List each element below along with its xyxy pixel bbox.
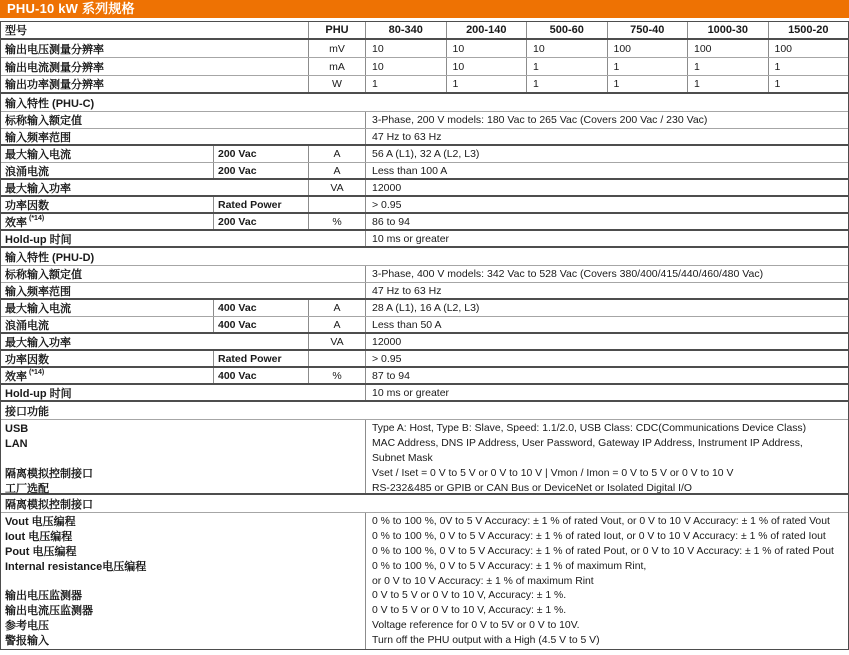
spec-label: 标称输入额定值 — [5, 269, 82, 281]
spec-label — [1, 368, 213, 383]
model-header-label: 型号 — [5, 25, 27, 37]
value-cell: > 0.95 — [365, 197, 848, 212]
condition-cell: 200 Vac — [213, 163, 308, 178]
unit-cell — [308, 351, 365, 366]
spec-row — [1, 368, 848, 385]
section-header-input-phu-d — [1, 248, 848, 266]
value-line: or 0 V to 10 V Accuracy: ± 1 % of maximum Rint — [372, 575, 594, 587]
section-title: 接口功能 — [5, 405, 49, 418]
spec-label: 最大输入电流 — [5, 303, 71, 315]
interface-labels — [1, 420, 365, 493]
model-column-header: 80-340 — [365, 22, 446, 38]
model-value-cell: 10 — [365, 40, 446, 57]
condition-cell: Rated Power — [213, 197, 308, 212]
value-cell: Less than 100 A — [365, 163, 848, 178]
interface-block — [1, 420, 848, 495]
value-cell: 56 A (L1), 32 A (L2, L3) — [365, 146, 848, 162]
value-cell: 3-Phase, 400 V models: 342 Vac to 528 Vac (Covers 380/400/415/440/460/480 Vac) — [365, 266, 848, 282]
unit-cell: W — [308, 76, 365, 92]
unit-cell: VA — [308, 334, 365, 349]
section-header-input-phu-c — [1, 94, 848, 112]
unit-cell: A — [308, 146, 365, 162]
value-cell: 3-Phase, 200 V models: 180 Vac to 265 Vac (Covers 200 Vac / 230 Vac) — [365, 112, 848, 128]
model-column-header: 200-140 — [446, 22, 527, 38]
model-value-cell: 1 — [768, 76, 849, 92]
value-line: 0 % to 100 %, 0 V to 5 V Accuracy: ± 1 % of rated Pout, or 0 V to 10 V Accuracy: ± 1 % of rated Pout — [372, 545, 834, 557]
condition-cell: 400 Vac — [213, 300, 308, 316]
condition-cell: 200 Vac — [213, 146, 308, 162]
spec-row — [1, 40, 848, 58]
spec-label: Hold-up 时间 — [5, 233, 72, 246]
value-cell: Less than 50 A — [365, 317, 848, 332]
value-cell: 12000 — [365, 334, 848, 349]
value-line: 0 V to 5 V or 0 V to 10 V, Accuracy: ± 1 %. — [372, 590, 567, 602]
model-column-header: 750-40 — [607, 22, 688, 38]
spec-row — [1, 231, 848, 248]
spec-row — [1, 58, 848, 76]
spec-row — [1, 129, 848, 146]
analog-control-block — [1, 513, 848, 649]
condition-cell: 400 Vac — [213, 368, 308, 383]
page-title: PHU-10 kW 系列规格 — [7, 1, 135, 16]
analog-labels — [1, 513, 365, 649]
value-line: Type A: Host, Type B: Slave, Speed: 1.1/2.0, USB Class: CDC(Communications Device Class) — [372, 423, 807, 434]
spec-row — [1, 283, 848, 300]
section-header-interface — [1, 402, 848, 420]
spec-label: 最大输入功率 — [5, 336, 71, 349]
spec-row — [1, 76, 848, 94]
unit-cell — [308, 197, 365, 212]
section-title: 输入特性 (PHU-D) — [5, 251, 95, 264]
unit-cell: A — [308, 317, 365, 332]
value-cell: 10 ms or greater — [365, 385, 848, 400]
value-line: Vset / Iset = 0 V to 5 V or 0 V to 10 V | Vmon / Imon = 0 V to 5 V or 0 V to 10 V — [372, 467, 734, 479]
analog-values — [365, 513, 848, 649]
value-line: 0 V to 5 V or 0 V to 10 V, Accuracy: ± 1 %. — [372, 605, 567, 617]
efficiency-label: 效率 — [5, 216, 27, 229]
model-column-header: 500-60 — [526, 22, 607, 38]
spec-label: 输出电压监测器 — [5, 590, 82, 603]
condition-cell: 400 Vac — [213, 317, 308, 332]
value-cell: 10 ms or greater — [365, 231, 848, 246]
unit-cell: % — [308, 214, 365, 229]
value-line: 0 % to 100 %, 0 V to 5 V Accuracy: ± 1 % of rated Iout, or 0 V to 10 V Accuracy: ± 1 % of rated Iout — [372, 530, 826, 542]
model-value-cell: 10 — [365, 58, 446, 75]
section-header-analog-control — [1, 495, 848, 513]
interface-values — [365, 420, 848, 493]
value-line: Subnet Mask — [372, 452, 433, 464]
unit-cell: mV — [308, 40, 365, 57]
value-line: 0 % to 100 %, 0 V to 5 V Accuracy: ± 1 % of maximum Rint, — [372, 560, 647, 572]
spec-label: Internal resistance电压编程 — [5, 560, 147, 573]
value-cell: 12000 — [365, 180, 848, 195]
spec-label: Hold-up 时间 — [5, 387, 72, 400]
model-value-cell: 10 — [446, 40, 527, 57]
spec-label: 工厂选配 — [5, 482, 49, 495]
spec-label: 输入频率范围 — [5, 131, 71, 144]
spec-label: LAN — [5, 437, 28, 450]
condition-cell: Rated Power — [213, 351, 308, 366]
model-value-cell: 1 — [607, 76, 688, 92]
spec-label — [5, 452, 365, 467]
value-cell: 47 Hz to 63 Hz — [365, 283, 848, 298]
spec-label: 输入频率范围 — [5, 285, 71, 298]
model-value-cell: 1 — [687, 58, 768, 75]
phu-column-header: PHU — [308, 22, 365, 38]
spec-label — [1, 214, 213, 229]
unit-cell: mA — [308, 58, 365, 75]
unit-cell: % — [308, 368, 365, 383]
spec-label: 输出电压测量分辨率 — [5, 43, 104, 56]
spec-row — [1, 214, 848, 231]
spec-label: 最大输入电流 — [5, 149, 71, 161]
spec-label: 浪涌电流 — [5, 165, 49, 178]
spec-row — [1, 163, 848, 180]
spec-row — [1, 266, 848, 283]
spec-label: 功率因数 — [5, 353, 49, 366]
model-header-row — [1, 22, 848, 40]
spec-label: 隔离模拟控制接口 — [5, 467, 93, 480]
spec-label: 警报输入 — [5, 635, 49, 648]
model-value-cell: 100 — [607, 40, 688, 57]
value-line: Voltage reference for 0 V to 5V or 0 V to 10V. — [372, 620, 580, 632]
spec-label: 输出电流测量分辨率 — [5, 61, 104, 74]
section-title: 输入特性 (PHU-C) — [5, 97, 95, 110]
spec-table — [0, 21, 849, 650]
model-value-cell: 100 — [687, 40, 768, 57]
footnote-marker: (*14) — [29, 215, 45, 222]
value-cell: 47 Hz to 63 Hz — [365, 129, 848, 144]
spec-row — [1, 334, 848, 351]
spec-label: 标称输入额定值 — [5, 115, 82, 127]
model-value-cell: 10 — [446, 58, 527, 75]
value-cell: 28 A (L1), 16 A (L2, L3) — [365, 300, 848, 316]
efficiency-label: 效率 — [5, 370, 27, 383]
spec-row — [1, 300, 848, 317]
model-value-cell: 1 — [526, 58, 607, 75]
spec-label: 浪涌电流 — [5, 319, 49, 332]
spec-row — [1, 180, 848, 197]
spec-row — [1, 317, 848, 334]
section-title: 隔离模拟控制接口 — [5, 498, 93, 511]
spec-row — [1, 351, 848, 368]
value-cell: > 0.95 — [365, 351, 848, 366]
model-value-cell: 1 — [607, 58, 688, 75]
spec-row — [1, 146, 848, 163]
value-cell: 86 to 94 — [365, 214, 848, 229]
model-value-cell: 1 — [365, 76, 446, 92]
footnote-marker: (*14) — [29, 369, 45, 376]
spec-label: 功率因数 — [5, 199, 49, 212]
value-line: RS-232&485 or GPIB or CAN Bus or DeviceNet or Isolated Digital I/O — [372, 482, 692, 494]
spec-label: 参考电压 — [5, 620, 49, 633]
series-title-bar — [0, 0, 849, 18]
value-line: MAC Address, DNS IP Address, User Password, Gateway IP Address, Instrument IP Address, — [372, 437, 803, 449]
model-value-cell: 1 — [687, 76, 768, 92]
spec-label: 最大输入功率 — [5, 182, 71, 195]
model-value-cell: 100 — [768, 40, 849, 57]
model-column-header: 1500-20 — [768, 22, 849, 38]
spec-row — [1, 197, 848, 214]
spec-label: Iout 电压编程 — [5, 530, 73, 543]
spec-label: Vout 电压编程 — [5, 516, 76, 528]
spec-label: 输出电流压监测器 — [5, 605, 93, 618]
spec-label: 输出功率测量分辨率 — [5, 79, 104, 91]
value-line: Turn off the PHU output with a High (4.5 V to 5 V) — [372, 635, 600, 647]
model-value-cell: 1 — [446, 76, 527, 92]
spec-label: USB — [5, 423, 29, 435]
spec-label: Pout 电压编程 — [5, 545, 77, 558]
model-column-header: 1000-30 — [687, 22, 768, 38]
model-value-cell: 1 — [526, 76, 607, 92]
unit-cell: A — [308, 163, 365, 178]
unit-cell: A — [308, 300, 365, 316]
spec-row — [1, 112, 848, 129]
value-line: 0 % to 100 %, 0V to 5 V Accuracy: ± 1 % of rated Vout, or 0 V to 10 V Accuracy: ± 1 % of rated Vout — [372, 516, 830, 527]
value-cell: 87 to 94 — [365, 368, 848, 383]
unit-cell: VA — [308, 180, 365, 195]
spec-row — [1, 385, 848, 402]
spec-label — [5, 575, 365, 590]
condition-cell: 200 Vac — [213, 214, 308, 229]
model-value-cell: 10 — [526, 40, 607, 57]
model-value-cell: 1 — [768, 58, 849, 75]
